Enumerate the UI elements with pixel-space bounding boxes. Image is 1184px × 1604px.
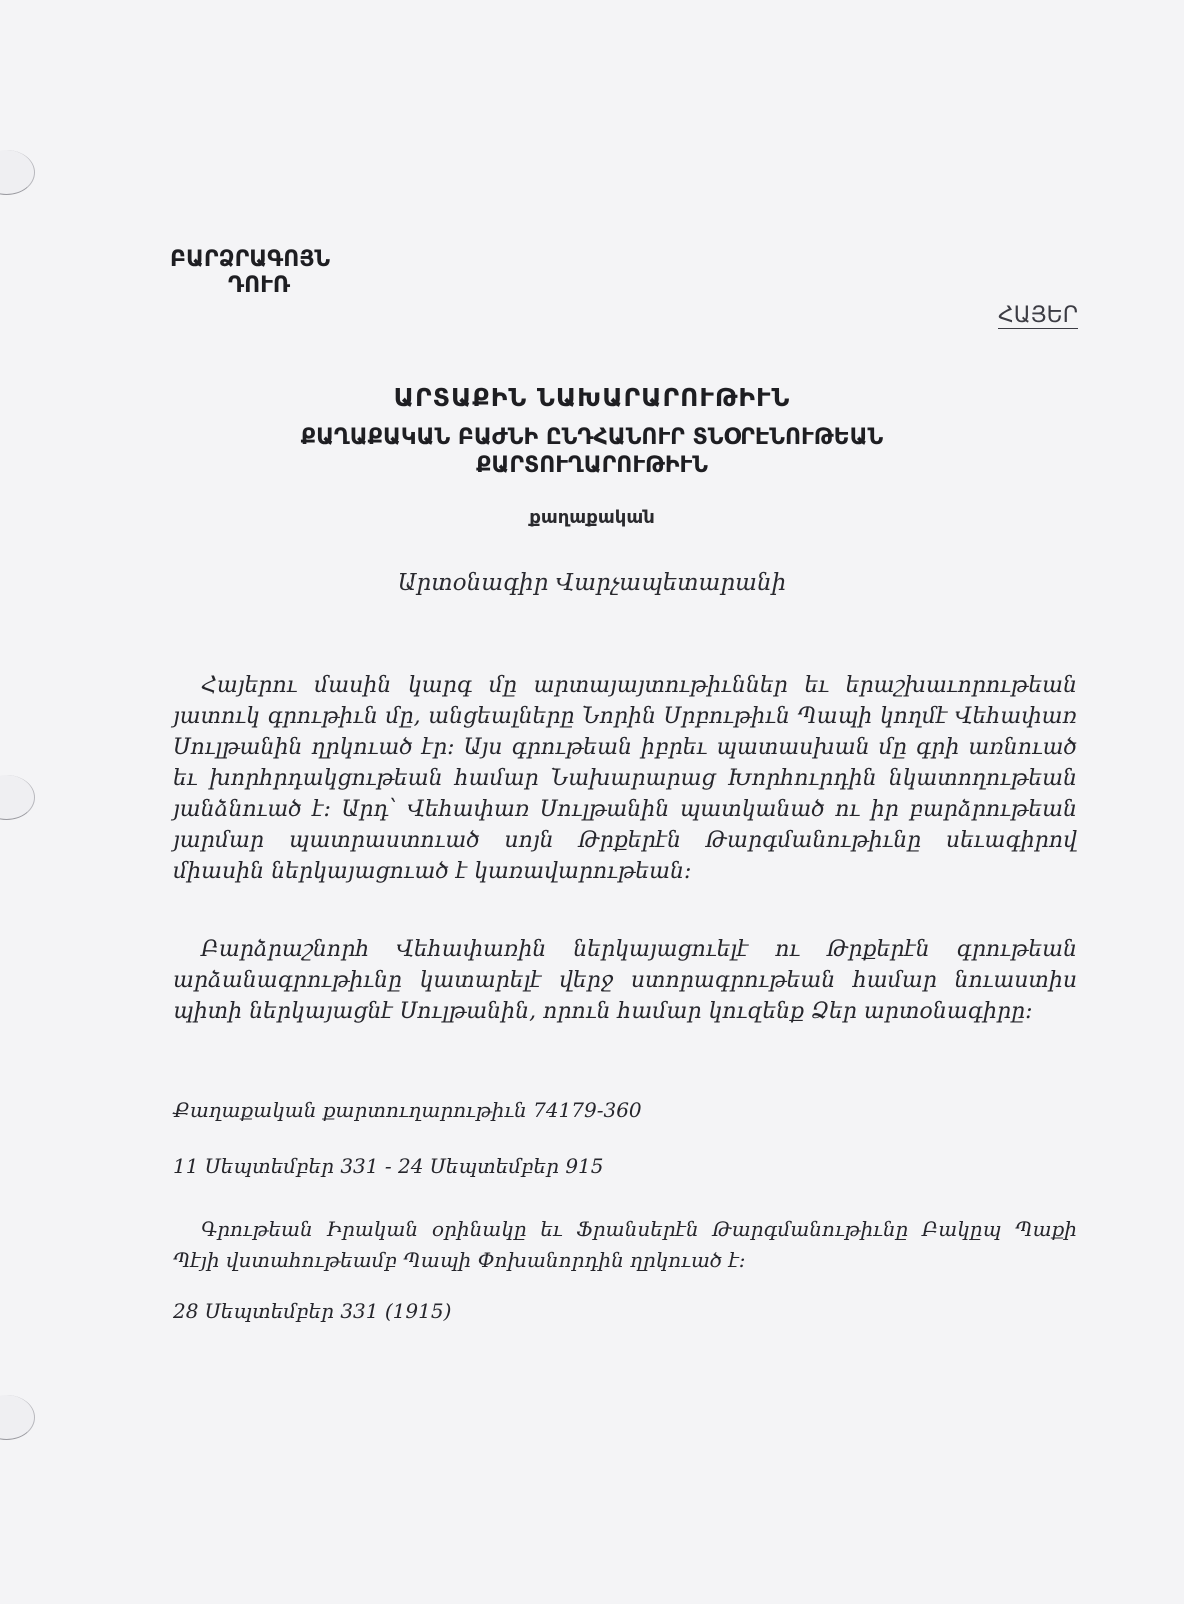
closing-paragraph: Գրութեան Իրական օրինակը եւ Ֆրանսերէն Թարգմանութիւնը Բակըպ Պաքի Պէյի վստահութեամբ Պապի Փոխանորդին ղրկուած է: (173, 1217, 1077, 1272)
punch-hole-top (0, 150, 35, 195)
document-category: քաղաքական (529, 507, 655, 528)
punch-hole-middle (0, 775, 35, 820)
sublime-porte-line1: ԲԱՐՁՐԱԳՈՅՆ (170, 247, 331, 272)
punch-hole-bottom (0, 1395, 35, 1440)
directorate-heading (0, 424, 1184, 480)
sublime-porte-line2: ԴՈՒՌ (228, 273, 291, 298)
date-range: 11 Սեպտեմբեր 331 - 24 Սեպտեմբեր 915 (173, 1154, 604, 1178)
ministry-heading: ԱՐՏԱՔԻՆ ՆԱԽԱՐԱՐՈՒԹԻՒՆ (393, 383, 791, 412)
sublime-porte-heading (170, 247, 360, 299)
directorate-line1: ՔԱՂԱՔԱԿԱՆ ԲԱԺՆԻ ԸՆԴՀԱՆՈՒՐ ՏՆՕՐԷՆՈՒԹԵԱՆ (300, 425, 884, 450)
document-title: Արտօնագիր Վարչապետարանի (397, 570, 787, 596)
closing-date: 28 Սեպտեմբեր 331 (1915) (173, 1299, 452, 1323)
reference-number: Քաղաքական քարտուղարութիւն 74179-360 (173, 1098, 642, 1122)
body-paragraph-2: Բարձրաշնորհ Վեհափառին ներկայացուելէ ու Թրքերէն գրութեան արձանագրութիւնը կատարելէ վերջ ստորագրութեան համար նուաստիս պիտի ներկայացնէ Սուլթանին, որուն համար կուզենք Ձեր արտօնագիրը: (173, 937, 1077, 1024)
body-paragraph-1: Հայերու մասին կարգ մը արտայայտութիւններ եւ երաշխաւորութեան յատուկ գրութիւն մը, անցեալները Նորին Սրբութիւն Պապի կողմէ Վեհափառ Սուլթանին ղրկուած էր: Այս գրութեան իբրեւ պատասխան մը գրի առնուած եւ խորհրդակցութեան համար Նախարարաց Խորհուրդին նկատողութեան յանձնուած է: Արդ՝ Վեհափառ Սուլթանին պատկանած ու իր բարձրութեան յարմար պատրաստուած սոյն Թրքերէն Թարգմանութիւնը սեւագիրով միասին ներկայացուած է կառավարութեան: (173, 673, 1077, 884)
directorate-line2: ՔԱՐՏՈՒՂԱՐՈՒԹԻՒՆ (476, 453, 708, 478)
language-tag: ՀԱՅԵՐ (998, 303, 1078, 328)
